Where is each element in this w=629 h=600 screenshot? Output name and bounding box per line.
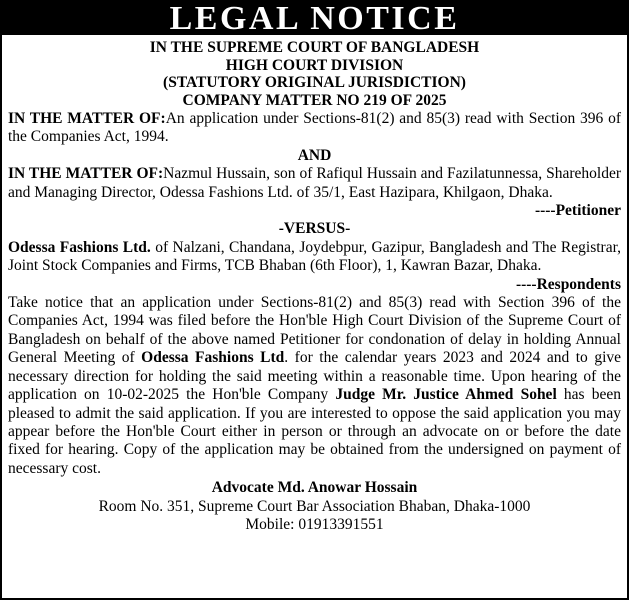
respondents-paragraph	[8, 239, 621, 294]
matter-one-paragraph	[8, 110, 621, 147]
court-name: IN THE SUPREME COURT OF BANGLADESH	[149, 39, 480, 56]
signature-block	[8, 479, 621, 534]
respondents-text: of Nalzani, Chandana, Joydebpur, Gazipur, Bangladesh and The Registrar, Joint Stock Companies and Firms, TCB Bhaban (6th Floor), 1, Kawran Bazar, Dhaka.	[8, 238, 622, 275]
matter-two-paragraph	[8, 165, 621, 220]
notice-title: LEGAL NOTICE	[2, 2, 627, 35]
advocate-mobile: Mobile: 01913391551	[245, 515, 384, 533]
body-company-name: Odessa Fashions Ltd	[141, 349, 285, 367]
versus-separator: -VERSUS-	[278, 220, 351, 238]
court-heading	[8, 39, 621, 109]
respondent-company-name: Odessa Fashions Ltd.	[8, 238, 151, 256]
and-separator: AND	[297, 146, 332, 164]
court-division: HIGH COURT DIVISION	[225, 56, 404, 74]
body-text-part-three: has been pleased to admit the said application. If you are interested to oppose the said application you may appear before the Hon'ble Court either in person or through an advocate on or before the date fixed for hearing. Copy of the application may be obtained from the undersigned on payment of necessary cost.	[8, 386, 622, 477]
matter-two-lead: IN THE MATTER OF:	[8, 165, 164, 183]
matter-one-lead: IN THE MATTER OF:	[8, 110, 166, 127]
petitioner-label: ----Petitioner	[534, 202, 621, 220]
advocate-address: Room No. 351, Supreme Court Bar Association Bhaban, Dhaka-1000	[98, 497, 531, 515]
court-jurisdiction: (STATUTORY ORIGINAL JURISDICTION)	[163, 74, 466, 91]
notice-content	[2, 35, 627, 534]
notice-body-paragraph	[8, 294, 621, 478]
respondents-label: ----Respondents	[515, 275, 621, 293]
matter-two-text: Nazmul Hussain, son of Rafiqul Hussain and Fazilatunnessa, Shareholder and Managing Director, Odessa Fashions Ltd. of 35/1, East Hazipara, Khilgaon, Dhaka.	[8, 165, 621, 201]
company-matter-number: COMPANY MATTER NO 219 OF 2025	[182, 91, 447, 109]
judge-name: Judge Mr. Justice Ahmed Sohel	[335, 386, 557, 404]
matter-one-text: An application under Sections-81(2) and 85(3) read with Section 396 of the Companies Act, 1994.	[8, 110, 621, 146]
body-text-part-one: Take notice that an application under Sections-81(2) and 85(3) read with Section 396 of the Companies Act, 1994 was filed before the Hon'ble High Court Division of the Supreme Court of Bangladesh on behalf of the above named Petitioner for condonation of delay in holding Annual General Meeting of	[8, 294, 621, 367]
advocate-name: Advocate Md. Anowar Hossain	[211, 479, 418, 497]
body-text-part-two: . for the calendar years 2023 and 2024 and to give necessary direction for holding the said meeting within a reasonable time. Upon hearing of the application on 10-02-2025 the Hon'ble Company	[8, 349, 622, 404]
